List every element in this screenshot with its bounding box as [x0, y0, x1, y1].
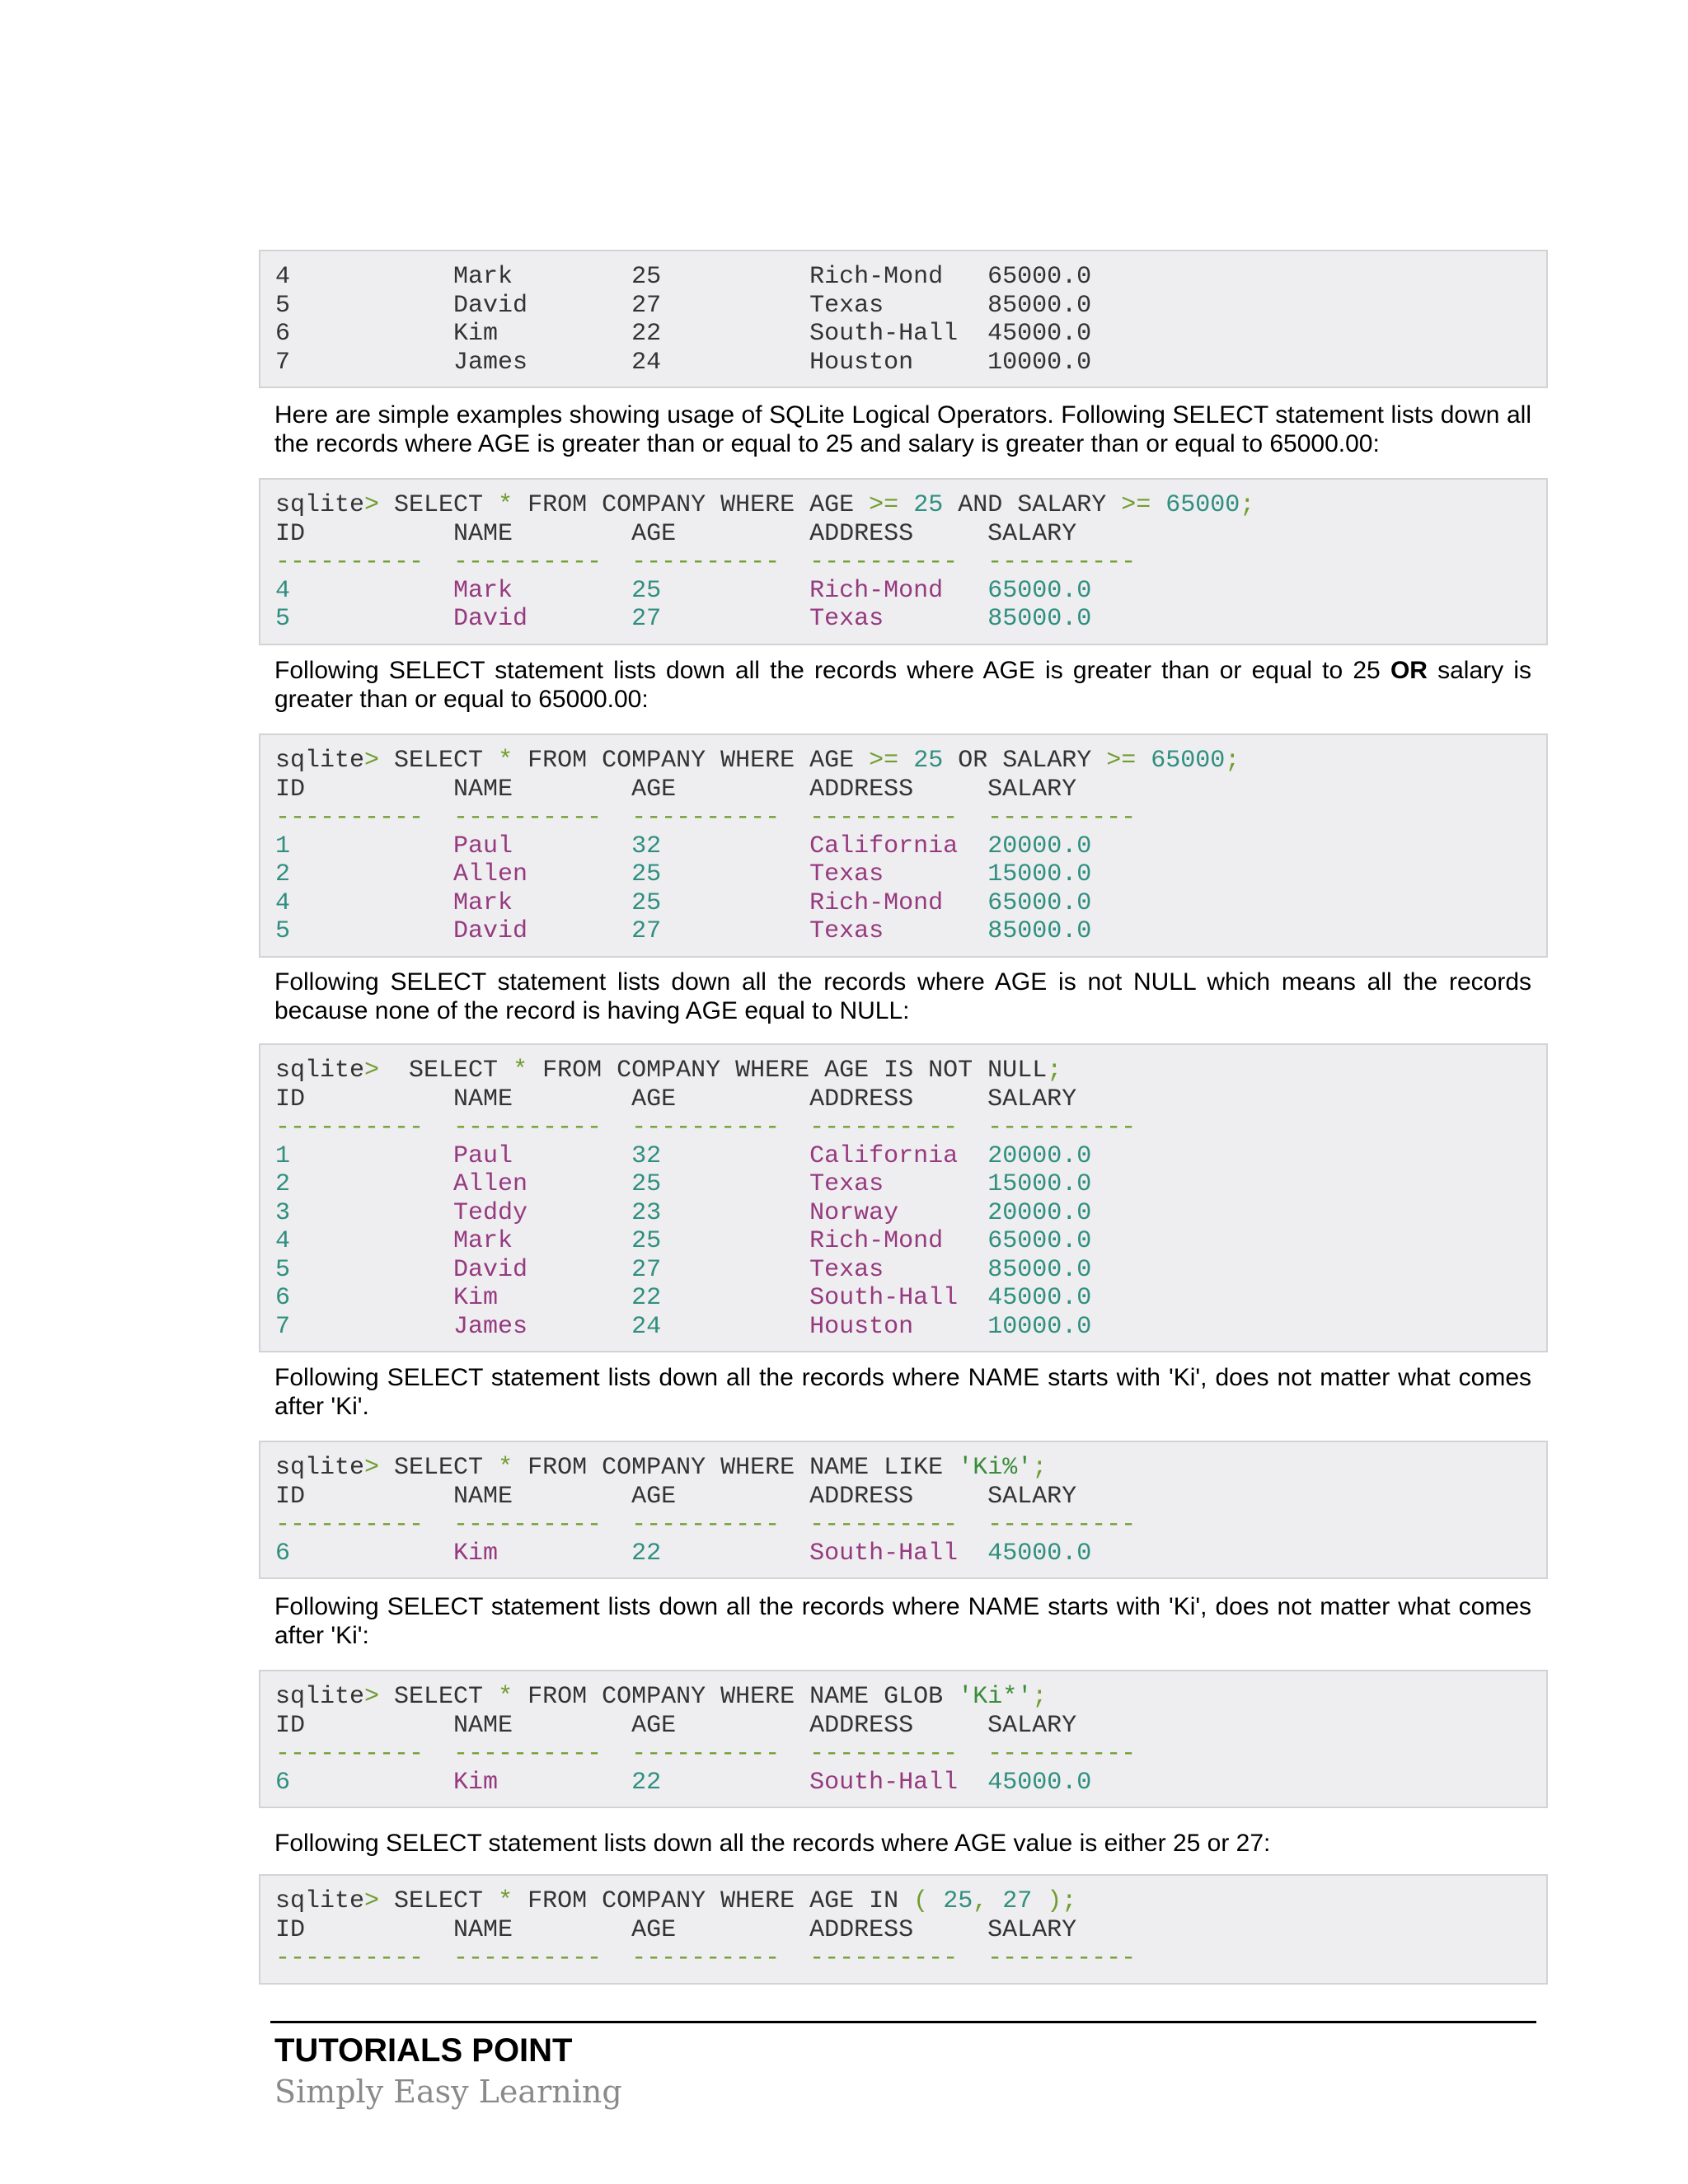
- code-token: SELECT: [394, 491, 499, 519]
- code-token: 25: [913, 491, 959, 519]
- code-line: [275, 520, 1531, 549]
- code-line: [275, 1511, 1531, 1540]
- code-line: [275, 776, 1531, 804]
- code-token: SELECT: [394, 1683, 499, 1711]
- code-token: >: [364, 1683, 395, 1711]
- code-token: 27: [1002, 1887, 1048, 1915]
- code-block: [259, 1874, 1548, 1985]
- code-token: Mark: [453, 1227, 632, 1255]
- code-token: *: [498, 1887, 528, 1915]
- code-token: >: [364, 747, 395, 775]
- code-token: sqlite: [275, 747, 365, 775]
- code-line: [275, 577, 1531, 606]
- code-line: [275, 263, 1531, 292]
- code-line: [275, 1113, 1531, 1142]
- code-token: 27: [631, 917, 810, 945]
- code-token: 85000.0: [987, 917, 1092, 945]
- code-line: [275, 548, 1531, 577]
- body-paragraph: Here are simple examples showing usage of SQLite Logical Operators. Following SELECT statement lists down all the records where AGE is greater than or equal to 25 and salary is greater than or equal to 65000.00:: [274, 401, 1531, 457]
- code-token: *: [498, 747, 528, 775]
- code-token: sqlite: [275, 1454, 365, 1482]
- code-token: ID NAME AGE ADDRESS SALARY: [275, 1711, 1077, 1740]
- code-token: 4 Mark 25 Rich-Mond 65000.0: [275, 263, 1092, 291]
- code-token: ,: [973, 1887, 1003, 1915]
- code-token: Texas: [809, 1170, 988, 1198]
- body-paragraph: Following SELECT statement lists down all the records where AGE is greater than or equal to 25 OR salary is greater than or equal to 65000.00:: [274, 657, 1532, 713]
- code-token: 5: [275, 1255, 454, 1284]
- code-line: [275, 1284, 1531, 1313]
- code-token: 65000: [1165, 491, 1240, 519]
- code-line: [275, 1944, 1531, 1973]
- code-token: FROM COMPANY WHERE AGE IN: [528, 1887, 914, 1915]
- code-token: 65000.0: [987, 888, 1092, 917]
- code-line: [275, 860, 1531, 889]
- code-token: 20000.0: [987, 1198, 1092, 1227]
- code-line: [275, 1170, 1531, 1199]
- code-token: (: [913, 1887, 944, 1915]
- code-line: [275, 1227, 1531, 1256]
- body-paragraph: Following SELECT statement lists down all the records where NAME starts with 'Ki', does not matter what comes after 'Ki':: [274, 1593, 1531, 1649]
- code-line: [275, 491, 1531, 520]
- code-token: 5: [275, 605, 454, 633]
- code-token: 23: [631, 1198, 810, 1227]
- code-block: [259, 1441, 1548, 1579]
- code-token: FROM COMPANY WHERE AGE: [528, 747, 870, 775]
- code-token: 22: [631, 1539, 810, 1568]
- code-token: 22: [631, 1768, 810, 1797]
- body-paragraph: Following SELECT statement lists down all the records where AGE value is either 25 or 27:: [274, 1830, 1271, 1857]
- code-line: [275, 1683, 1531, 1712]
- code-token: >: [364, 1454, 395, 1482]
- code-token: 6: [275, 1539, 454, 1568]
- code-token: Teddy: [453, 1198, 632, 1227]
- code-token: sqlite: [275, 1887, 365, 1915]
- code-token: California: [809, 1141, 988, 1170]
- code-token: 2: [275, 860, 454, 888]
- code-token: 32: [631, 1141, 810, 1170]
- code-line: [275, 1256, 1531, 1285]
- code-token: 25: [913, 747, 959, 775]
- code-token: ;: [1047, 1057, 1062, 1085]
- code-token: South-Hall: [809, 1284, 988, 1312]
- code-line: [275, 1483, 1531, 1511]
- code-token: 25: [631, 1227, 810, 1255]
- code-token: 25: [631, 860, 810, 888]
- code-token: >: [364, 1887, 395, 1915]
- code-token: *: [513, 1057, 543, 1085]
- code-token: 4: [275, 576, 454, 605]
- code-token: David: [453, 605, 632, 633]
- code-token: South-Hall: [809, 1539, 988, 1568]
- code-token: 1: [275, 832, 454, 860]
- code-token: Texas: [809, 1255, 988, 1284]
- code-token: SELECT: [394, 747, 499, 775]
- code-token: 22: [631, 1284, 810, 1312]
- code-line: [275, 292, 1531, 321]
- code-token: 25: [631, 888, 810, 917]
- code-token: Allen: [453, 1170, 632, 1198]
- code-token: 24: [631, 1312, 810, 1341]
- code-token: 32: [631, 832, 810, 860]
- code-line: [275, 889, 1531, 918]
- code-token: ;: [1032, 1683, 1048, 1711]
- code-token: David: [453, 917, 632, 945]
- code-token: Texas: [809, 860, 988, 888]
- code-line: [275, 832, 1531, 861]
- code-token: 7: [275, 1312, 454, 1341]
- code-line: [275, 1887, 1531, 1916]
- code-token: 85000.0: [987, 605, 1092, 633]
- code-token: 20000.0: [987, 832, 1092, 860]
- code-token: ;: [1225, 747, 1240, 775]
- code-token: sqlite: [275, 1057, 365, 1085]
- code-token: 10000.0: [987, 1312, 1092, 1341]
- code-line: [275, 804, 1531, 832]
- code-token: South-Hall: [809, 1768, 988, 1797]
- code-token: ;: [1032, 1454, 1048, 1482]
- code-line: [275, 349, 1531, 377]
- code-token: Rich-Mond: [809, 576, 988, 605]
- code-token: FROM COMPANY WHERE AGE IS NOT NULL: [542, 1057, 1048, 1085]
- code-token: 65000: [1151, 747, 1226, 775]
- code-token: ID NAME AGE ADDRESS SALARY: [275, 1915, 1077, 1944]
- code-token: 4: [275, 888, 454, 917]
- code-token: Norway: [809, 1198, 988, 1227]
- code-block: [259, 1670, 1548, 1808]
- code-token: David: [453, 1255, 632, 1284]
- code-token: 25: [631, 1170, 810, 1198]
- code-token: ;: [1240, 491, 1255, 519]
- code-line: [275, 1712, 1531, 1741]
- code-token: FROM COMPANY WHERE NAME GLOB: [528, 1683, 959, 1711]
- code-token: ID NAME AGE ADDRESS SALARY: [275, 519, 1077, 548]
- code-token: 'Ki%': [958, 1454, 1033, 1482]
- code-token: 'Ki*': [958, 1683, 1033, 1711]
- code-line: [275, 605, 1531, 634]
- code-line: [275, 1057, 1531, 1085]
- code-token: >=: [1121, 491, 1166, 519]
- code-token: FROM COMPANY WHERE AGE: [528, 491, 870, 519]
- code-token: OR SALARY: [958, 747, 1107, 775]
- code-token: *: [498, 1454, 528, 1482]
- code-token: Texas: [809, 917, 988, 945]
- code-token: 20000.0: [987, 1141, 1092, 1170]
- code-block: [259, 733, 1548, 958]
- code-token: Paul: [453, 832, 632, 860]
- code-block: [259, 1043, 1548, 1352]
- code-line: [275, 1454, 1531, 1483]
- code-token: 25: [943, 1887, 973, 1915]
- code-token: Kim: [453, 1284, 632, 1312]
- code-token: );: [1047, 1887, 1077, 1915]
- code-line: [275, 1740, 1531, 1769]
- code-token: 45000.0: [987, 1284, 1092, 1312]
- code-token: 65000.0: [987, 576, 1092, 605]
- code-token: >=: [869, 491, 914, 519]
- code-token: >: [364, 491, 395, 519]
- code-token: Kim: [453, 1539, 632, 1568]
- code-token: California: [809, 832, 988, 860]
- code-token: Texas: [809, 605, 988, 633]
- code-token: ID NAME AGE ADDRESS SALARY: [275, 1482, 1077, 1511]
- code-token: 65000.0: [987, 1227, 1092, 1255]
- code-token: ---------- ---------- ---------- ---------- ----------: [275, 1944, 1137, 1972]
- code-token: 6: [275, 1768, 454, 1797]
- code-line: [275, 747, 1531, 776]
- code-line: [275, 1540, 1531, 1568]
- code-token: ID NAME AGE ADDRESS SALARY: [275, 1085, 1077, 1113]
- code-token: Houston: [809, 1312, 988, 1341]
- code-token: sqlite: [275, 1683, 365, 1711]
- code-token: 45000.0: [987, 1539, 1092, 1568]
- code-token: 4: [275, 1227, 454, 1255]
- code-token: Kim: [453, 1768, 632, 1797]
- code-token: 1: [275, 1141, 454, 1170]
- code-line: [275, 320, 1531, 349]
- code-token: Paul: [453, 1141, 632, 1170]
- code-line: [275, 1916, 1531, 1945]
- code-token: James: [453, 1312, 632, 1341]
- code-token: ---------- ---------- ---------- ---------- ----------: [275, 804, 1137, 832]
- code-token: 6 Kim 22 South-Hall 45000.0: [275, 320, 1092, 348]
- code-token: 15000.0: [987, 860, 1092, 888]
- code-token: ID NAME AGE ADDRESS SALARY: [275, 775, 1077, 804]
- code-token: 5: [275, 917, 454, 945]
- code-token: 85000.0: [987, 1255, 1092, 1284]
- footer-rule: [270, 2021, 1536, 2023]
- code-token: ---------- ---------- ---------- ---------- ----------: [275, 1113, 1137, 1141]
- body-paragraph: Following SELECT statement lists down all the records where NAME starts with 'Ki', does not matter what comes after 'Ki'.: [274, 1364, 1531, 1420]
- code-line: [275, 1199, 1531, 1228]
- code-token: 2: [275, 1170, 454, 1198]
- code-token: Mark: [453, 888, 632, 917]
- code-token: 27: [631, 605, 810, 633]
- body-paragraph: Following SELECT statement lists down all the records where AGE is not NULL which means all the records because none of the record is having AGE equal to NULL:: [274, 968, 1531, 1024]
- code-token: 45000.0: [987, 1768, 1092, 1797]
- code-line: [275, 1769, 1531, 1797]
- code-token: SELECT: [409, 1057, 513, 1085]
- footer-brand-title: TUTORIALS POINT: [274, 2032, 573, 2069]
- code-token: AND SALARY: [958, 491, 1122, 519]
- code-token: *: [498, 1683, 528, 1711]
- code-token: >: [364, 1057, 410, 1085]
- code-line: [275, 1142, 1531, 1171]
- code-block: [259, 250, 1548, 388]
- code-block: [259, 478, 1548, 645]
- code-token: SELECT: [394, 1887, 499, 1915]
- code-token: 15000.0: [987, 1170, 1092, 1198]
- code-token: Allen: [453, 860, 632, 888]
- code-token: SELECT: [394, 1454, 499, 1482]
- code-token: 6: [275, 1284, 454, 1312]
- code-token: sqlite: [275, 491, 365, 519]
- code-token: 27: [631, 1255, 810, 1284]
- code-token: FROM COMPANY WHERE NAME LIKE: [528, 1454, 959, 1482]
- code-token: Rich-Mond: [809, 888, 988, 917]
- code-token: Mark: [453, 576, 632, 605]
- code-token: >=: [869, 747, 914, 775]
- code-token: 5 David 27 Texas 85000.0: [275, 291, 1092, 320]
- code-token: ---------- ---------- ---------- ---------- ----------: [275, 1511, 1137, 1539]
- code-token: Rich-Mond: [809, 1227, 988, 1255]
- code-token: ---------- ---------- ---------- ---------- ----------: [275, 548, 1137, 576]
- code-line: [275, 917, 1531, 946]
- code-token: ---------- ---------- ---------- ---------- ----------: [275, 1740, 1137, 1768]
- code-line: [275, 1313, 1531, 1342]
- code-token: 25: [631, 576, 810, 605]
- code-token: 7 James 24 Houston 10000.0: [275, 348, 1092, 377]
- code-token: 3: [275, 1198, 454, 1227]
- code-token: *: [498, 491, 528, 519]
- footer-brand-subtitle: Simply Easy Learning: [274, 2074, 622, 2110]
- code-token: >=: [1106, 747, 1151, 775]
- code-line: [275, 1085, 1531, 1114]
